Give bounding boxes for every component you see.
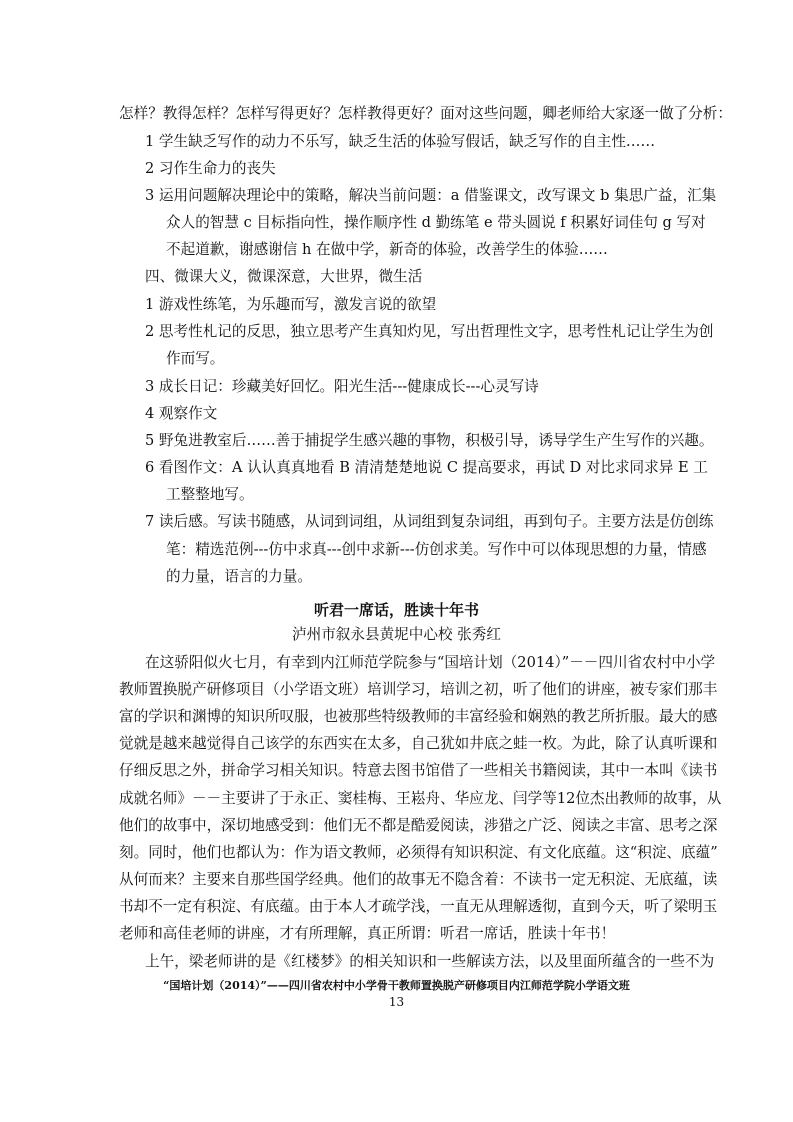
list-item: 7 读后感。写读书随感，从词到词组，从词组到复杂词组，再到句子。主要方法是仿创练 [145, 513, 714, 530]
list-item: 2 习作生命力的丧失 [145, 160, 276, 177]
text-line: 的力量，语言的力量。 [166, 568, 312, 585]
list-item: 5 野兔进教室后……善于捕捉学生感兴趣的事物，积极引导，诱导学生产生写作的兴趣。 [145, 432, 714, 449]
section-heading: 四、微课大义，微课深意，大世界，微生活 [145, 268, 423, 285]
article-author: 泸州市叙永县黄坭中心校 张秀红 [292, 626, 501, 643]
list-item: 2 思考性札记的反思，独立思考产生真知灼见，写出哲理性文字，思考性札记让学生为创 [145, 323, 714, 340]
paragraph-line: 从何而来？主要来自那些国学经典。他们的故事无不隐含着：不读书一定无积淀、无底蕴，读 [119, 871, 718, 888]
paragraph-line: 在这骄阳似火七月，有幸到内江师范学院参与“国培计划（2014）”－－四川省农村中小学 [145, 654, 716, 671]
list-item: 3 运用问题解决理论中的策略，解决当前问题：a 借鉴课文，改写课文 b 集思广益，汇集 [145, 187, 717, 204]
paragraph-line: 上午，梁老师讲的是《红楼梦》的相关知识和一些解读方法，以及里面所蕴含的一些不为 [145, 953, 715, 970]
list-item: 1 学生缺乏写作的动力不乐写，缺乏生活的体验写假话，缺乏写作的自主性…… [145, 133, 656, 150]
list-item: 3 成长日记：珍藏美好回忆。阳光生活---健康成长---心灵写诗 [145, 378, 539, 395]
paragraph-line: 刻。同时，他们也都认为：作为语文教师，必须得有知识积淀、有文化底蕴。这“积淀、底蕴” [119, 844, 718, 861]
text-line: 众人的智慧 c 目标指向性，操作顺序性 d 勤练笔 e 带头圆说 f 积累好词佳句 g 写对 [166, 214, 706, 231]
list-item: 4 观察作文 [145, 405, 218, 422]
list-item: 6 看图作文：A 认认真真地看 B 清清楚楚地说 C 提高要求，再试 D 对比求同求异 E 工 [145, 459, 708, 476]
paragraph-line: 仔细反思之外，拼命学习相关知识。特意去图书馆借了一些相关书籍阅读，其中一本叫《读书 [119, 762, 718, 779]
page-footer: “国培计划（2014）”——四川省农村中小学骨干教师置换脱产研修项目内江师范学院小学语文班 [163, 979, 630, 992]
text-line: 不起道歉，谢感谢信 h 在做中学，新奇的体验，改善学生的体验…… [166, 241, 608, 258]
text-line: 作而写。 [166, 350, 225, 367]
paragraph-line: 觉就是越来越觉得自己该学的东西实在太多，自己犹如井底之蛙一枚。为此，除了认真听课和 [119, 735, 718, 752]
paragraph-line: 成就名师》－－主要讲了于永正、窦桂梅、王崧舟、华应龙、闫学等12位杰出教师的故事，从 [119, 790, 722, 807]
list-item: 1 游戏性练笔，为乐趣而写，激发言说的欲望 [145, 296, 437, 313]
paragraph-line: 教师置换脱产研修项目（小学语文班）培训学习，培训之初，听了他们的讲座，被专家们那丰 [119, 681, 718, 698]
page-number: 13 [388, 995, 405, 1009]
article-title: 听君一席话，胜读十年书 [313, 601, 479, 619]
text-line: 怎样？教得怎样？怎样写得更好？怎样教得更好？面对这些问题，卿老师给大家逐一做了分析： [119, 105, 732, 122]
text-line: 工整整地写。 [166, 486, 254, 503]
paragraph-line: 老师和高佳老师的讲座，才有所理解，真正所谓：听君一席话，胜读十年书！ [119, 925, 616, 942]
paragraph-line: 书却不一定有积淀、有底蕴。由于本人才疏学浅，一直无从理解透彻，直到今天，听了梁明玉 [119, 898, 718, 915]
paragraph-line: 他们的故事中，深切地感受到：他们无不都是酷爱阅读，涉猎之广泛、阅读之丰富、思考之深 [119, 817, 718, 834]
text-line: 笔：精选范例---仿中求真---创中求新---仿创求美。写作中可以体现思想的力量，情感 [166, 541, 707, 558]
paragraph-line: 富的学识和渊博的知识所叹服，也被那些特级教师的丰富经验和娴熟的教艺所折服。最大的感 [119, 708, 718, 725]
